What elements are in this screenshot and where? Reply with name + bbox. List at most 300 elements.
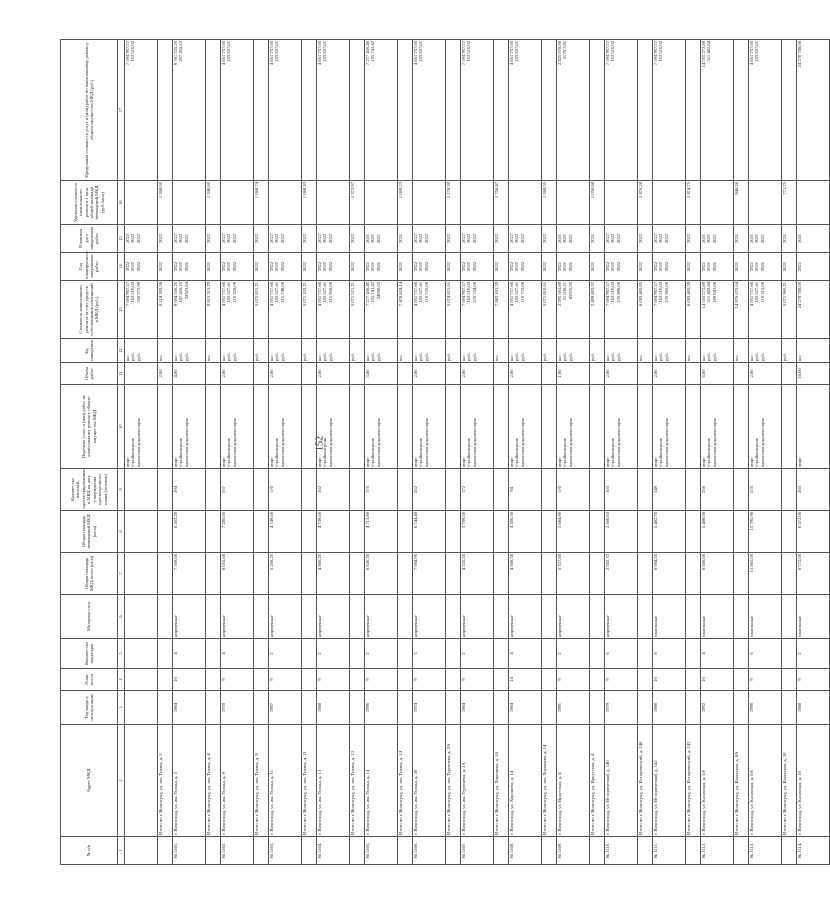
- cell-y: [605, 253, 638, 281]
- cell-work: [413, 385, 446, 469]
- cell-line: 4 851 757,60: [509, 282, 514, 307]
- cell-res: [254, 469, 269, 511]
- cell-line: шт.: [461, 354, 466, 361]
- cell-no: № 1114.: [797, 837, 830, 865]
- table-row-works: [509, 40, 542, 865]
- cell-cost: 7 983 181,59: [494, 281, 509, 339]
- cell-line: 2022: [226, 233, 232, 244]
- column-number: 12: [118, 339, 125, 363]
- cell-spec: [461, 181, 494, 225]
- cell-d: [557, 225, 590, 253]
- cell-line: шт.: [653, 354, 658, 361]
- cell-limit: [782, 40, 797, 181]
- cell-area2: 4 713,80: [365, 511, 398, 553]
- cell-line: 2022: [178, 261, 184, 272]
- cell-d: [125, 225, 158, 253]
- cell-line: 2022: [125, 261, 130, 272]
- cell-y: [317, 253, 350, 281]
- cell-year: 1991: [557, 691, 590, 725]
- cell-line: руб.: [130, 353, 136, 361]
- cell-spec: 1 068,74: [254, 181, 269, 225]
- cell-fl: [734, 669, 749, 691]
- cell-cost: 5 071 521,21: [350, 281, 365, 339]
- cell-line: шт.: [701, 354, 706, 361]
- cell-cost: 8 093 405,59: [686, 281, 701, 339]
- cell-year: [158, 691, 173, 725]
- cell-line: руб.: [231, 353, 237, 361]
- cell-cost: [797, 281, 830, 339]
- cell-limit: [542, 40, 557, 181]
- cell-wall: [446, 595, 461, 639]
- cell-y: 2022: [686, 253, 701, 281]
- cell-year: [638, 691, 653, 725]
- cell-d: 2022: [158, 225, 173, 253]
- cell-line: 2022: [413, 261, 418, 272]
- cell-year: [734, 691, 749, 725]
- cell-year: [398, 691, 413, 725]
- cell-y: [269, 253, 302, 281]
- cell-unit: руб.: [254, 339, 269, 363]
- cell-year: [782, 691, 797, 725]
- cell-line: шт.: [125, 354, 130, 361]
- cell-spec: 1 474,75: [686, 181, 701, 225]
- cell-line: шт.: [173, 354, 178, 361]
- cell-ent: [350, 639, 365, 669]
- cell-spec: [269, 181, 302, 225]
- cell-unit: [557, 339, 590, 363]
- cell-unit: [173, 339, 206, 363]
- cell-work: [749, 385, 782, 469]
- column-number: 2: [118, 725, 125, 837]
- cell-limit: [350, 40, 365, 181]
- cell-line: шт.: [365, 354, 370, 361]
- cell-line: руб.: [615, 353, 621, 361]
- cell-cost: 7 478 824,14: [398, 281, 413, 339]
- cell-y: 2022: [158, 253, 173, 281]
- cell-line: 2022: [653, 261, 658, 272]
- cell-addr: Итого по г. Волгоград, ул. им. Тулака, д. 3: [158, 725, 173, 837]
- cell-area2: 6 203,20: [173, 511, 206, 553]
- cell-year: [125, 691, 158, 725]
- cell-d: [797, 225, 830, 253]
- cell-limit: [158, 40, 173, 181]
- cell-unit: руб.: [542, 339, 557, 363]
- cell-line: 2022: [279, 261, 285, 272]
- cell-cost: 5 074 821,61: [446, 281, 461, 339]
- cell-unit: шт.: [638, 339, 653, 363]
- cell-no: [734, 837, 749, 865]
- cell-wall: кирпичные: [317, 595, 350, 639]
- cell-d: [365, 225, 398, 253]
- cell-limit: [509, 40, 542, 181]
- cell-year: [494, 691, 509, 725]
- cell-wall: панельные: [797, 595, 830, 639]
- cell-wall: кирпичные: [413, 595, 446, 639]
- cell-cost: [605, 281, 638, 339]
- cell-ent: [302, 639, 317, 669]
- cell-year: 1974: [413, 691, 446, 725]
- cell-vol: 2,00: [413, 363, 446, 385]
- column-number: 14: [118, 253, 125, 281]
- cell-cost: [653, 281, 686, 339]
- cell-line: лифт: [221, 457, 226, 467]
- cell-d: 2022: [206, 225, 221, 253]
- column-header: № п/п: [61, 837, 118, 865]
- cell-area: [734, 553, 749, 595]
- cell-wall: [254, 595, 269, 639]
- table-row-works: [365, 40, 398, 865]
- cell-addr: г. Волгоград, ул. Хорошева, д. 14: [509, 725, 542, 837]
- cell-addr: г. Волгоград, ул. им. Тулака, д. 14: [365, 725, 398, 837]
- cell-area2: [686, 511, 701, 553]
- cell-line: 2021: [759, 261, 765, 272]
- cell-addr: г. Волгоград, ул. им. Тулака, д. 11: [269, 725, 302, 837]
- cell-area: [494, 553, 509, 595]
- cell-no: № 1105.: [365, 837, 398, 865]
- cell-cost: 14 976 675,64: [734, 281, 749, 339]
- cell-d: 2021: [734, 225, 749, 253]
- cell-line: 4 851 757,60: [317, 282, 322, 307]
- cell-d: 2021: [782, 225, 797, 253]
- cell-line: руб.: [274, 353, 280, 361]
- cell-y: [653, 253, 686, 281]
- cell-spec: [365, 181, 398, 225]
- table-row-works: [701, 40, 734, 865]
- cell-wall: панельные: [653, 595, 686, 639]
- cell-line: 2022: [135, 233, 141, 244]
- cell-vol: [254, 363, 269, 385]
- cell-area2: [302, 511, 317, 553]
- cell-res: [125, 469, 158, 511]
- column-header: Количество подъездов: [61, 639, 118, 669]
- cell-ent: 4: [173, 639, 206, 669]
- cell-unit: [317, 339, 350, 363]
- cell-limit: [686, 40, 701, 181]
- cell-limit: [605, 40, 638, 181]
- cell-fl: 9: [317, 669, 350, 691]
- cell-addr: Итого по г. Волгоград, ул. им. Тулака, д. 11: [302, 725, 317, 837]
- cell-wall: [782, 595, 797, 639]
- cell-line: шт.: [797, 354, 802, 361]
- cell-vol: 2,00: [158, 363, 173, 385]
- cell-d: [701, 225, 734, 253]
- cell-line: руб.: [423, 353, 429, 361]
- cell-year: [302, 691, 317, 725]
- cell-no: [158, 837, 173, 865]
- cell-limit: [557, 40, 590, 181]
- cell-no: № 1103.: [269, 837, 302, 865]
- cell-y: 2022: [254, 253, 269, 281]
- column-number: 8: [118, 511, 125, 553]
- cell-unit: шт.: [686, 339, 701, 363]
- cell-line: 2022: [274, 261, 280, 272]
- cell-limit: [413, 40, 446, 181]
- cell-no: [254, 837, 269, 865]
- table-row-works: [269, 40, 302, 865]
- cell-line: проектная документация: [279, 418, 285, 467]
- cell-cost: 8 114 393,58: [158, 281, 173, 339]
- cell-unit: [653, 339, 686, 363]
- cell-spec: 1 068,43: [302, 181, 317, 225]
- cell-spec: [605, 181, 638, 225]
- cell-spec: 1 369,55: [542, 181, 557, 225]
- cell-line: 103 827,61: [418, 282, 424, 303]
- cell-line: руб.: [471, 353, 477, 361]
- column-number: 17: [118, 40, 125, 181]
- cell-area: [206, 553, 221, 595]
- cell-year: 1988: [317, 691, 350, 725]
- cell-work: [446, 385, 461, 469]
- table-row-works: [461, 40, 494, 865]
- cell-limit: [797, 40, 830, 181]
- cell-work: [494, 385, 509, 469]
- cell-res: 575: [749, 469, 782, 511]
- table-row-total: [686, 40, 701, 865]
- cell-work: [125, 385, 158, 469]
- cell-line: руб.: [519, 353, 525, 361]
- cell-cost: 5 071 900,21: [782, 281, 797, 339]
- cell-work: [701, 385, 734, 469]
- column-number: 6: [118, 595, 125, 639]
- cell-area2: 15 795,90: [749, 511, 782, 553]
- cell-area2: [782, 511, 797, 553]
- cell-y: 2022: [446, 253, 461, 281]
- cell-line: 2022: [221, 233, 226, 244]
- cell-line: лифт: [653, 457, 658, 467]
- cell-wall: [590, 595, 605, 639]
- cell-d: [749, 225, 782, 253]
- cell-line: проектная документация: [375, 418, 381, 467]
- cell-addr: Итого по г. Волгоград, ул. им. Тулака, д. 4: [206, 725, 221, 837]
- cell-line: руб.: [183, 353, 189, 361]
- cell-addr: Итого по г. Волгоград, ул. Казахская, д. 10: [782, 725, 797, 837]
- cell-cost: [173, 281, 206, 339]
- table-row-total: [734, 40, 749, 865]
- cell-line: 51 036,21: [562, 282, 568, 301]
- cell-ent: 6: [605, 639, 638, 669]
- cell-limit: [638, 40, 653, 181]
- cell-line: стройконтроль: [418, 438, 424, 467]
- cell-line: 2022: [221, 261, 226, 272]
- cell-line: 2021: [749, 233, 754, 244]
- cell-line: шт.: [557, 354, 562, 361]
- cell-ent: 4: [509, 639, 542, 669]
- cell-vol: 2,00: [221, 363, 254, 385]
- cell-line: 311 482,84: [706, 41, 712, 62]
- cell-spec: [653, 181, 686, 225]
- cell-no: [350, 837, 365, 865]
- cell-line: проектная документация: [759, 418, 765, 467]
- cell-line: 4 851 757,60: [269, 41, 274, 66]
- cell-ent: 2: [797, 639, 830, 669]
- table-row-total: [206, 40, 221, 865]
- table-row-total: [302, 40, 317, 865]
- cell-line: 2022: [274, 233, 280, 244]
- cell-work: [638, 385, 653, 469]
- cell-d: [461, 225, 494, 253]
- column-header: Количество жителей, зарегистрированных в МКД на дату утверждения краткосрочного плана (человек): [61, 469, 118, 511]
- cell-spec: 1 340,80: [206, 181, 221, 225]
- cell-line: 2022: [418, 261, 424, 272]
- cell-line: 7 594 907,57: [125, 282, 130, 307]
- cell-area: [398, 553, 413, 595]
- cell-line: руб.: [279, 353, 285, 361]
- column-header: Этаж-ность: [61, 669, 118, 691]
- column-header: Материал стен: [61, 595, 118, 639]
- cell-line: лифт: [749, 457, 754, 467]
- cell-spec: [701, 181, 734, 225]
- cell-res: [206, 469, 221, 511]
- cell-no: [494, 837, 509, 865]
- cell-line: 162 510,02: [610, 282, 616, 303]
- cell-line: 162 510,02: [658, 41, 664, 62]
- cell-line: 187 455,25: [178, 282, 184, 303]
- cell-line: проектная документация: [567, 418, 573, 467]
- cell-spec: [221, 181, 254, 225]
- cell-y: [125, 253, 158, 281]
- cell-addr: Итого по г. Волгоград, ул. Исторический, д. 142: [686, 725, 701, 837]
- cell-area2: [398, 511, 413, 553]
- cell-line: 2022: [615, 233, 621, 244]
- cell-addr: г. Волгоград, ул. Исторический, д. 140: [605, 725, 638, 837]
- cell-line: 7 594 907,57: [125, 41, 130, 66]
- cell-y: [701, 253, 734, 281]
- cell-no: № 1112.: [701, 837, 734, 865]
- cell-vol: [350, 363, 365, 385]
- cell-line: 115 936,00: [327, 282, 333, 303]
- cell-res: 337: [221, 469, 254, 511]
- cell-spec: [317, 181, 350, 225]
- cell-addr: Итого по г. Волгоград, ул. им. Тулака, д. 13: [350, 725, 365, 837]
- cell-wall: панельные: [749, 595, 782, 639]
- column-number: 4: [118, 669, 125, 691]
- cell-no: № 1111.: [653, 837, 686, 865]
- cell-cost: [557, 281, 590, 339]
- cell-work: [221, 385, 254, 469]
- cell-year: 1984: [509, 691, 542, 725]
- table-row-works: [557, 40, 590, 865]
- cell-addr: Итого по г. Волгоград, ул. им. Тулака, д. 14: [398, 725, 413, 837]
- column-header: Перечень услуг и (или) работ по капитальному ремонту общего имущества МКД: [61, 385, 118, 469]
- cell-area: 4 506,38: [509, 553, 542, 595]
- cell-cost: [125, 281, 158, 339]
- cell-line: 115 748,00: [279, 282, 285, 303]
- cell-line: 2021: [183, 261, 189, 272]
- table-row-works: [413, 40, 446, 865]
- cell-fl: 16: [701, 669, 734, 691]
- cell-fl: 9: [749, 669, 782, 691]
- cell-year: 1979: [605, 691, 638, 725]
- cell-vol: [734, 363, 749, 385]
- cell-line: стройконтроль: [322, 438, 328, 467]
- cell-res: 263: [797, 469, 830, 511]
- cell-area: [590, 553, 605, 595]
- cell-y: 2022: [542, 253, 557, 281]
- cell-fl: 16: [653, 669, 686, 691]
- cell-wall: кирпичные: [557, 595, 590, 639]
- cell-spec: 1 756,47: [494, 181, 509, 225]
- cell-fl: 9: [269, 669, 302, 691]
- cell-unit: [461, 339, 494, 363]
- cell-wall: [350, 595, 365, 639]
- column-header: Адрес МКД: [61, 725, 118, 837]
- cell-ent: [446, 639, 461, 669]
- cell-d: 2022: [494, 225, 509, 253]
- cell-line: руб.: [370, 353, 376, 361]
- cell-line: 103 827,61: [754, 41, 760, 62]
- cell-line: 2021: [754, 233, 760, 244]
- cell-line: руб.: [514, 353, 520, 361]
- cell-res: [350, 469, 365, 511]
- cell-no: [302, 837, 317, 865]
- cell-d: [173, 225, 206, 253]
- cell-res: [494, 469, 509, 511]
- cell-line: 155 741,42: [370, 282, 376, 303]
- cell-res: 170: [557, 469, 590, 511]
- cell-line: 103 827,61: [226, 41, 232, 62]
- table-row-total: [590, 40, 605, 865]
- cell-line: 103 827,61: [418, 41, 424, 62]
- cell-limit: [494, 40, 509, 181]
- cell-work: [254, 385, 269, 469]
- cell-line: 2021: [370, 233, 376, 244]
- cell-res: 172: [461, 469, 494, 511]
- cell-line: 2021: [701, 261, 706, 272]
- cell-wall: [494, 595, 509, 639]
- cell-spec: 1 178,39: [446, 181, 461, 225]
- cell-spec: 1 058,88: [590, 181, 605, 225]
- cell-unit: [413, 339, 446, 363]
- cell-line: 2 395 561,80: [557, 282, 562, 307]
- cell-ent: 8: [653, 639, 686, 669]
- cell-addr: [125, 725, 158, 837]
- cell-work: [302, 385, 317, 469]
- cell-spec: [749, 181, 782, 225]
- cell-no: [206, 837, 221, 865]
- cell-ent: [125, 639, 158, 669]
- cell-fl: [254, 669, 269, 691]
- cell-limit: [365, 40, 398, 181]
- cell-no: № 1110.: [605, 837, 638, 865]
- cell-wall: [206, 595, 221, 639]
- cell-line: 116 725,00: [423, 282, 429, 303]
- cell-line: 103 827,61: [754, 282, 760, 303]
- cell-cost: [269, 281, 302, 339]
- cell-fl: 9: [365, 669, 398, 691]
- cell-vol: 2,00: [653, 363, 686, 385]
- cell-line: 2021: [562, 261, 568, 272]
- cell-work: [542, 385, 557, 469]
- cell-line: 2021: [557, 261, 562, 272]
- cell-work: [509, 385, 542, 469]
- cell-y: [461, 253, 494, 281]
- cell-work: [590, 385, 605, 469]
- cell-vol: 3,00: [365, 363, 398, 385]
- cell-addr: г. Волгоград, ул. им. Тулака, д. 3: [173, 725, 206, 837]
- cell-d: 2022: [542, 225, 557, 253]
- cell-ent: 2: [365, 639, 398, 669]
- cell-unit: [125, 339, 158, 363]
- cell-d: 2022: [302, 225, 317, 253]
- cell-area: [542, 553, 557, 595]
- cell-fl: 14: [509, 669, 542, 691]
- cell-area: 6 820,30: [365, 553, 398, 595]
- cell-year: 1988: [797, 691, 830, 725]
- column-number-row: [118, 40, 125, 865]
- cell-d: [221, 225, 254, 253]
- cell-spec: 946,36: [734, 181, 749, 225]
- cell-limit: [398, 40, 413, 181]
